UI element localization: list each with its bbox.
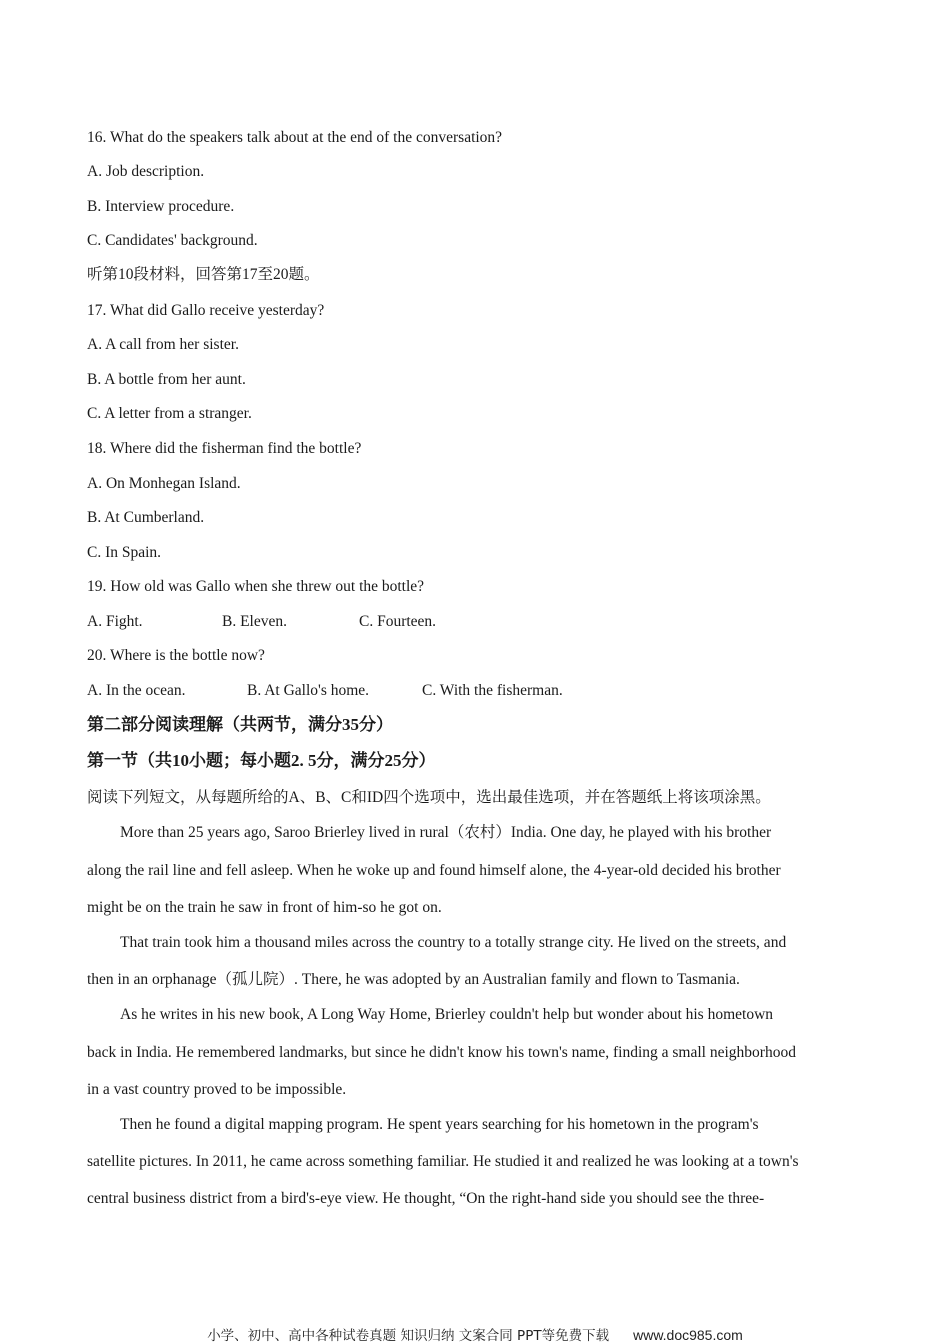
q18-option-c: C. In Spain. (87, 544, 162, 561)
q20-options (0, 681, 950, 701)
q20-stem: 20. Where is the bottle now? (87, 647, 265, 664)
section-10-instruction: 听第10段材料，回答第17至20题。 (87, 266, 320, 283)
page-footer (0, 1324, 950, 1344)
section1-heading: 第一节（共10小题；每小题2. 5分，满分25分） (87, 751, 436, 770)
q16-stem: 16. What do the speakers talk about at the end of the conversation? (87, 129, 503, 146)
passage-p4-line3: central business district from a bird's-eye view. He thought, “On the right-hand side you should see the three- (87, 1190, 765, 1207)
q19-option-b: B. Eleven. (222, 613, 287, 630)
q20-option-a: A. In the ocean. (87, 682, 186, 699)
passage-p1-line1: More than 25 years ago, Saroo Brierley lived in rural（农村）India. One day, he played with his brother (120, 824, 772, 841)
q17-stem: 17. What did Gallo receive yesterday? (87, 302, 325, 319)
q17-option-c: C. A letter from a stranger. (87, 405, 252, 422)
q19-option-c: C. Fourteen. (359, 613, 437, 630)
passage-p2-line2: then in an orphanage（孤儿院）. There, he was adopted by an Australian family and flown to Tasmania. (87, 971, 740, 988)
part2-heading: 第二部分阅读理解（共两节，满分35分） (87, 715, 393, 734)
q19-option-a: A. Fight. (87, 613, 143, 630)
q16-option-c: C. Candidates' background. (87, 232, 258, 249)
reading-instruction: 阅读下列短文，从每题所给的A、B、C和ID四个选项中，选出最佳选项，并在答题纸上将该项涂黑。 (87, 789, 771, 806)
passage-p3-line2: back in India. He remembered landmarks, but since he didn't know his town's name, finding a small neighborhood (87, 1044, 796, 1061)
footer-url[interactable]: www.doc985.com (633, 1327, 743, 1343)
passage-p4-line1: Then he found a digital mapping program. He spent years searching for his hometown in the program's (120, 1116, 759, 1133)
q18-stem: 18. Where did the fisherman find the bottle? (87, 440, 362, 457)
q20-option-c: C. With the fisherman. (422, 682, 563, 699)
passage-p1-line3: might be on the train he saw in front of him-so he got on. (87, 899, 442, 916)
q17-option-b: B. A bottle from her aunt. (87, 371, 246, 388)
passage-p3-line3: in a vast country proved to be impossible. (87, 1081, 347, 1098)
q18-option-a: A. On Monhegan Island. (87, 475, 241, 492)
q16-option-b: B. Interview procedure. (87, 198, 235, 215)
q19-options (0, 612, 950, 632)
q19-stem: 19. How old was Gallo when she threw out the bottle? (87, 578, 425, 595)
passage-p2-line1: That train took him a thousand miles across the country to a totally strange city. He lived on the streets, and (120, 934, 787, 951)
q16-option-a: A. Job description. (87, 163, 205, 180)
passage-p4-line2: satellite pictures. In 2011, he came across something familiar. He studied it and realized he was looking at a town's (87, 1153, 799, 1170)
q18-option-b: B. At Cumberland. (87, 509, 205, 526)
footer-text: 小学、初中、高中各种试卷真题 知识归纳 文案合同 PPT等免费下载 (207, 1328, 610, 1344)
passage-p3-line1: As he writes in his new book, A Long Way Home, Brierley couldn't help but wonder about his hometown (120, 1006, 774, 1023)
q20-option-b: B. At Gallo's home. (247, 682, 370, 699)
passage-p1-line2: along the rail line and fell asleep. When he woke up and found himself alone, the 4-year-old decided his brother (87, 862, 781, 879)
q17-option-a: A. A call from her sister. (87, 336, 239, 353)
